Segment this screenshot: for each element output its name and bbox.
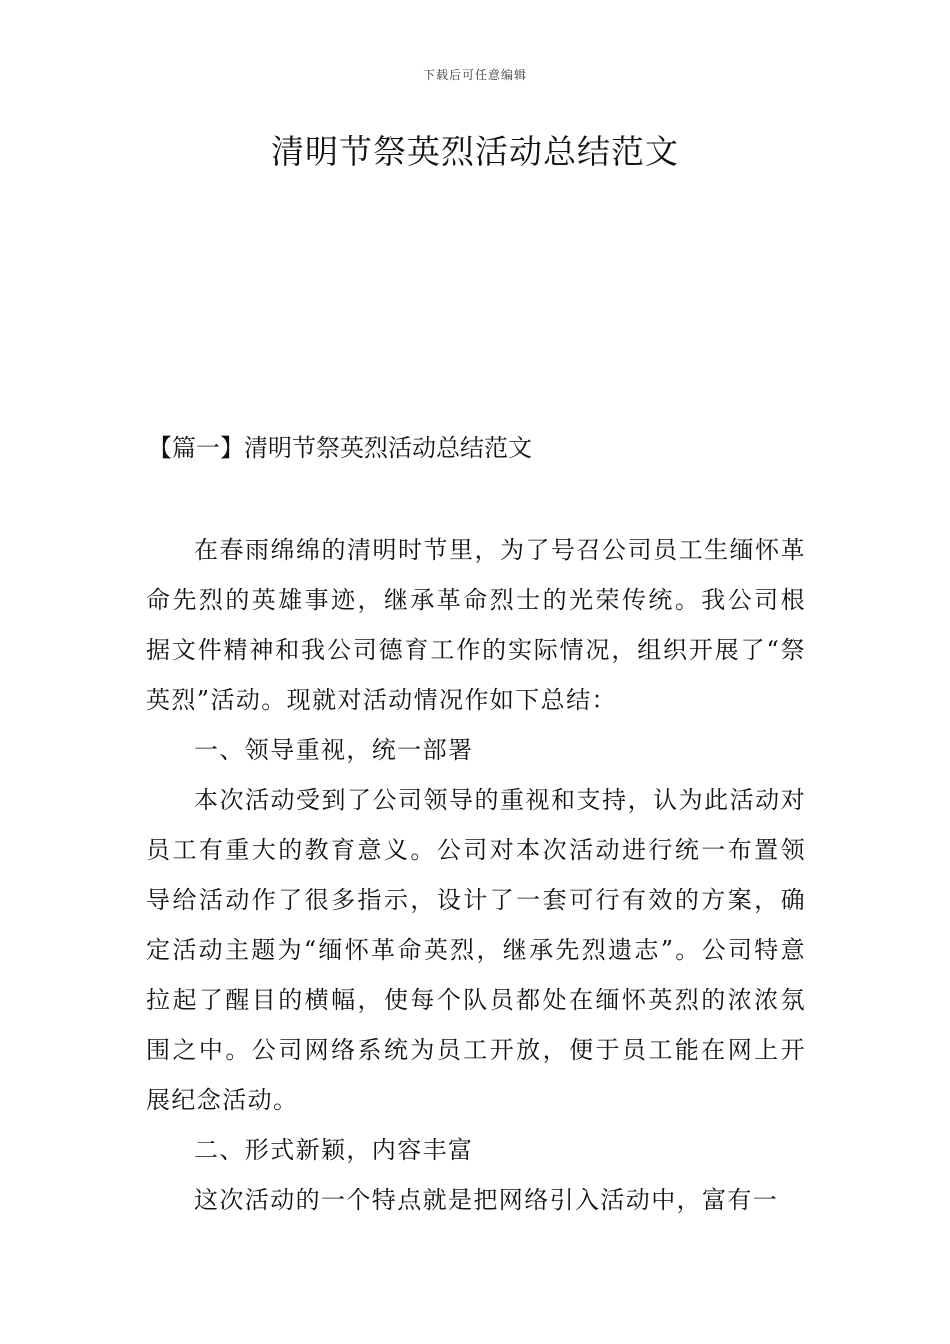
paragraph-format: 这次活动的一个特点就是把网络引入活动中，富有一 xyxy=(194,1186,779,1214)
document-title: 清明节祭英烈活动总结范文 xyxy=(271,132,679,171)
paragraph-intro: 在春雨绵绵的清明时节里，为了号召公司员工生缅怀革命先烈的英雄事迹，继承革命烈士的光荣传统。我公司根据文件精神和我公司德育工作的实际情况，组织开展了“祭英烈”活动。现就对活动情况作如下总结： xyxy=(146,536,806,714)
paragraph-leadership: 本次活动受到了公司领导的重视和支持，认为此活动对员工有重大的教育意义。公司对本次活动进行统一布置领导给活动作了很多指示，设计了一套可行有效的方案，确定活动主题为“缅怀革命英烈，继承先烈遗志”。公司特意拉起了醒目的横幅，使每个队员都处在缅怀英烈的浓浓氛围之中。公司网络系统为员工开放，便于员工能在网上开展纪念活动。 xyxy=(146,786,806,1114)
header-note: 下载后可任意编辑 xyxy=(422,68,527,82)
section-heading: 【篇一】清明节祭英烈活动总结范文 xyxy=(148,434,532,462)
subheading-format: 二、形式新颖，内容丰富 xyxy=(194,1136,474,1164)
body-text xyxy=(146,525,806,1225)
subheading-leadership: 一、领导重视，统一部署 xyxy=(194,736,474,764)
